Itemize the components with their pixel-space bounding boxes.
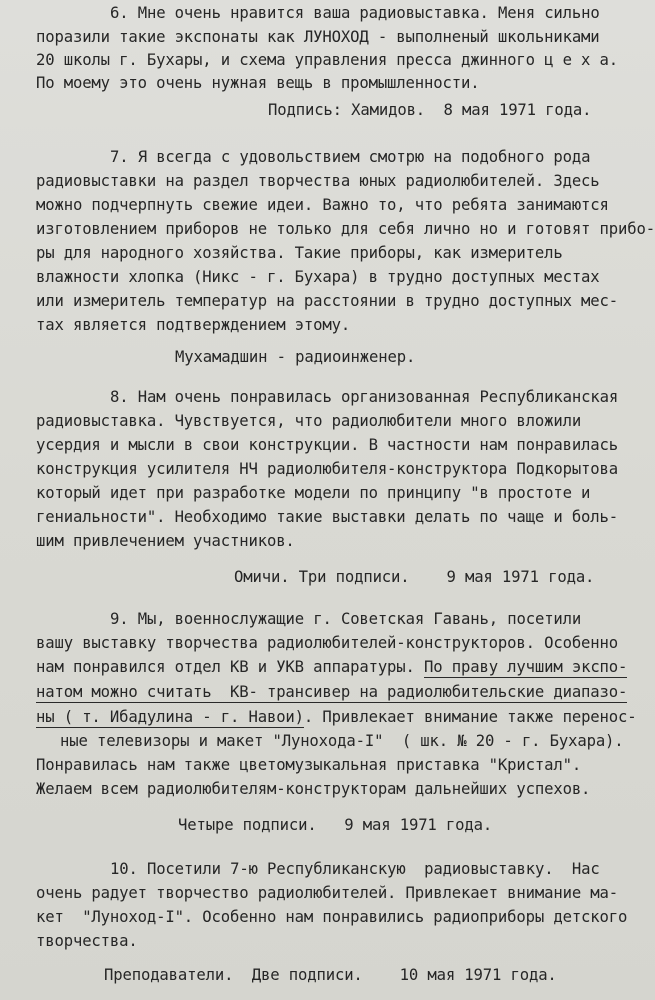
text-line: влажности хлопка (Никс - г. Бухара) в трудно доступных местах — [36, 268, 600, 286]
text-line: очень радует творчество радиолюбителей. Привлекает внимание ма- — [36, 884, 619, 902]
text-line: можно подчерпнуть свежие идеи. Важно то, что ребята занимаются — [36, 196, 609, 214]
signature-line: Четыре подписи. 9 мая 1971 года. — [178, 816, 493, 834]
underlined-text: По праву лучшим экспо- — [424, 658, 628, 676]
text-line: ры для народного хозяйства. Такие приборы, как измеритель — [36, 244, 563, 262]
signature-line: Мухамадшин - радиоинженер. — [175, 348, 416, 366]
text-line — [36, 681, 627, 703]
underlined-text: ны ( т. Ибадулина - г. Навои) — [36, 708, 304, 726]
text-line: 9. Мы, военнослужащие г. Советская Гавань, посетили — [110, 610, 582, 628]
text-line: изготовлением приборов не только для себя лично но и готовят прибо- — [36, 220, 655, 238]
text-line: Понравилась нам также цветомузыкальная приставка "Кристал". — [36, 756, 582, 774]
text-line — [36, 706, 637, 728]
text-line: поразили такие экспонаты как ЛУНОХОД - выполненый школьниками — [36, 28, 600, 46]
text-line: 10. Посетили 7-ю Республиканскую радиовыставку. Нас — [110, 860, 600, 878]
text-line: 8. Нам очень понравилась организованная Республиканская — [110, 388, 619, 406]
text-line — [36, 656, 627, 678]
signature-line: Подпись: Хамидов. 8 мая 1971 года. — [268, 101, 592, 119]
text-line: усердия и мысли в свои конструкции. В частности нам понравилась — [36, 436, 619, 454]
signature-line: Преподаватели. Две подписи. 10 мая 1971 года. — [104, 966, 557, 984]
text-segment: . Привлекает внимание также перенос- — [303, 708, 637, 726]
text-line: 6. Мне очень нравится ваша радиовыставка. Меня сильно — [110, 4, 600, 22]
text-line: гениальности". Необходимо такие выставки делать по чаще и боль- — [36, 508, 619, 526]
text-line: радиовыставка. Чувствуется, что радиолюбители много вложили — [36, 412, 582, 430]
text-line: 7. Я всегда с удовольствием смотрю на подобного рода — [110, 148, 591, 166]
underlined-text: натом можно считать КВ- трансивер на радиолюбительские диапазо- — [36, 683, 628, 701]
text-line: 20 школы г. Бухары, и схема управления пресса джинного ц е х а. — [36, 51, 619, 69]
text-line: кет "Луноход-I". Особенно нам понравились радиоприборы детского — [36, 908, 628, 926]
text-line: ные телевизоры и макет "Лунохода-I" ( шк. № 20 - г. Бухара). — [60, 732, 624, 750]
text-line: конструкция усилителя НЧ радиолюбителя-конструктора Подкорытова — [36, 460, 619, 478]
text-line: радиовыставки на раздел творчества юных радиолюбителей. Здесь — [36, 172, 600, 190]
text-line: или измеритель температур на расстоянии в трудно доступных мес- — [36, 292, 619, 310]
text-line: Желаем всем радиолюбителям-конструкторам дальнейших успехов. — [36, 780, 591, 798]
text-line: шим привлечением участников. — [36, 532, 295, 550]
text-line: тах является подтверждением этому. — [36, 316, 351, 334]
text-line: который идет при разработке модели по принципу "в простоте и — [36, 484, 591, 502]
text-line: По моему это очень нужная вещь в промышленности. — [36, 74, 480, 92]
text-line: творчества. — [36, 932, 138, 950]
text-line: вашу выставку творчества радиолюбителей-конструкторов. Особенно — [36, 634, 619, 652]
signature-line: Омичи. Три подписи. 9 мая 1971 года. — [234, 568, 595, 586]
text-segment: нам понравился отдел КВ и УКВ аппаратуры. — [36, 658, 415, 676]
